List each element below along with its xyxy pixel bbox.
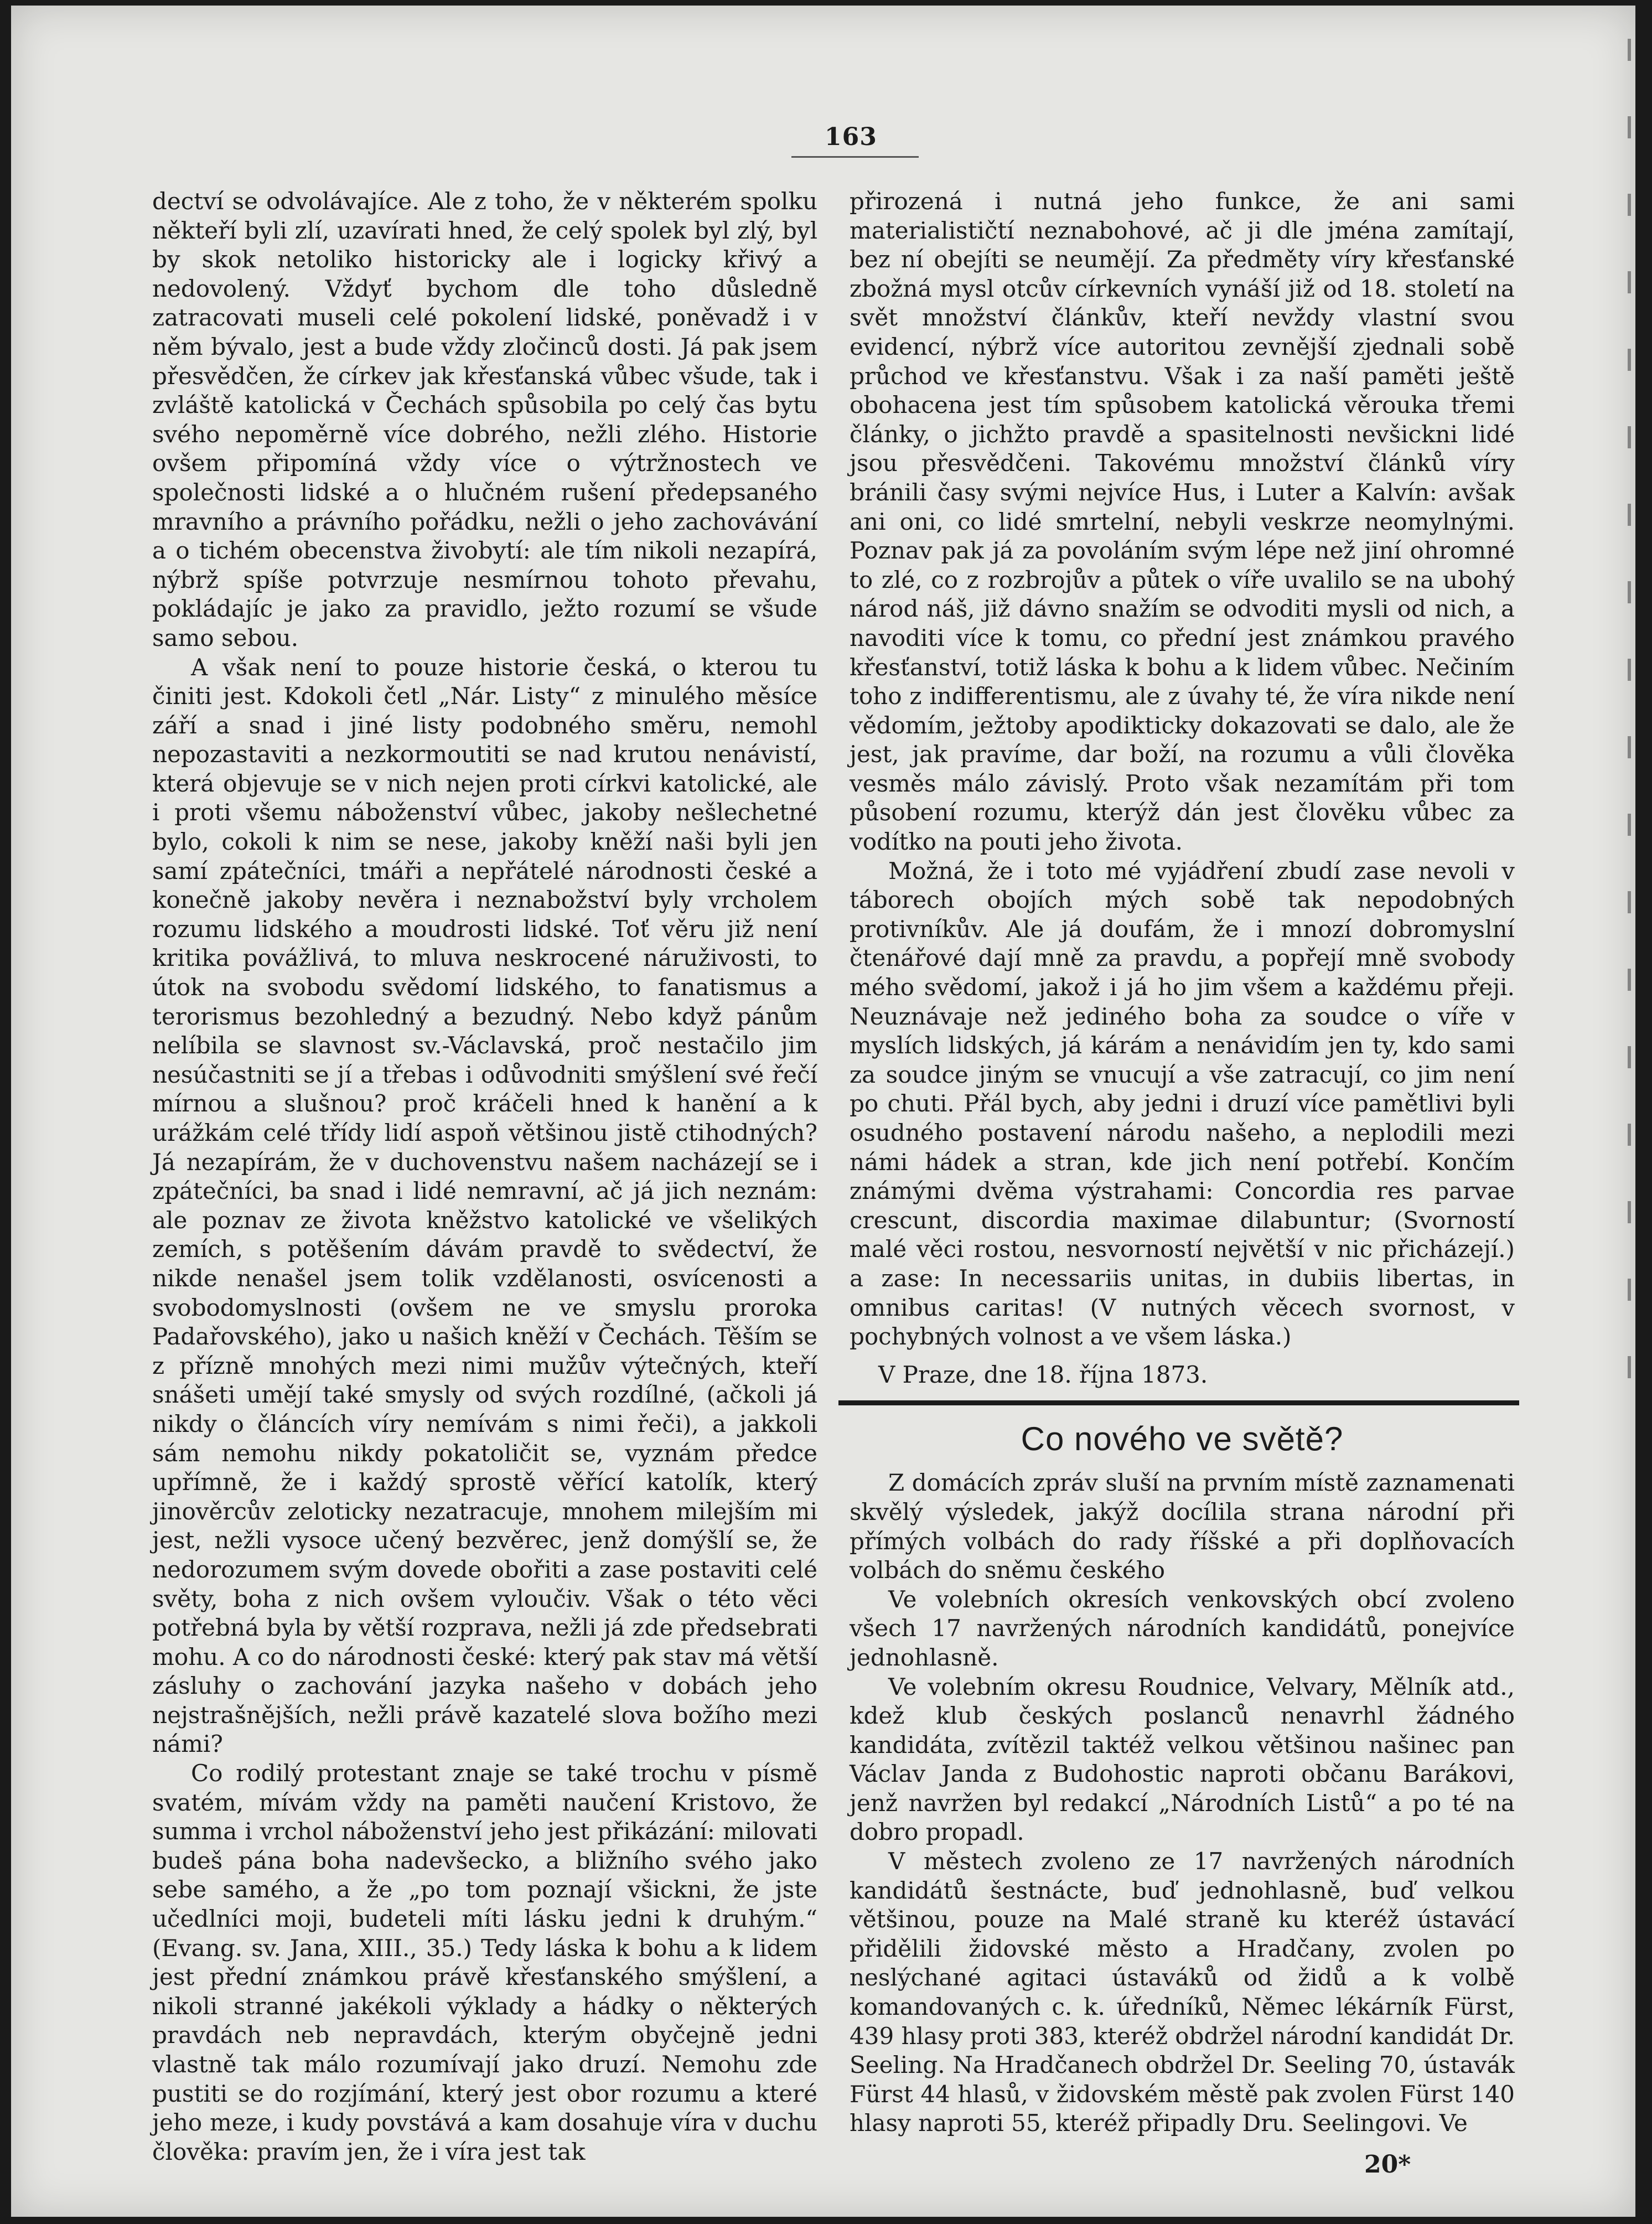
paragraph: Možná, že i toto mé vyjádření zbudí zase nevoli v táborech obojích mých sobě tak nepodobných protivníkův. Ale já doufám, že i mnozí dobromyslní čtenářové dají mně za pravdu, a popřejí mně svobody mého svědomí, jakož i já ho jim všem a každému přeji. Neuznávaje než jediného boha za soudce o víře v myslích lidských, já kárám a nenávidím jen ty, kdo sami za soudce jiným se vnucují a vše zatracují, co jim není po chuti. Přál bych, aby jedni i druzí více pamětlivi byli osudného postavení národu našeho, a neplodili mezi námi hádek a stran, kde jich není potřebí. Končím známými dvěma výstrahami: Concordia res parvae crescunt, discordia maximae dilabuntur; (Svorností malé věci rostou, nesvorností největší v nic přicházejí.) a zase: In necessariis unitas, in dubiis libertas, in omnibus caritas! (V nutných věcech svornost, v pochybných volnost a ve všem láska.) [850,857,1515,1351]
news-paragraph: V městech zvoleno ze 17 navržených národních kandidátů šestnácte, buď jednohlasně, buď velkou většinou, pouze na Malé straně ku kteréž ústavácí přidělili židovské město a Hradčany, zvolen po neslýchané agitaci ústaváků od židů a k volbě komandovaných c. k. úředníků, Němec lékárník Fürst, 439 hlasy proti 383, kteréž obdržel národní kandidát Dr. Seeling. Na Hradčanech obdržel Dr. Seeling 70, ústavák Fürst 44 hlasů, v židovském městě pak zvolen Fürst 140 hlasy naproti 55, kteréž připadly Dru. Seelingovi. Ve [850,1848,1515,2137]
signature-mark: 20* [1364,2150,1411,2179]
paragraph: A však není to pouze historie česká, o kterou tu činiti jest. Kdokoli četl „Nár. Listy“ z minulého měsíce září a snad i jiné listy podobného směru, nemohl nepozastaviti a nezkormoutiti se nad krutou nenávistí, která objevuje se v nich nejen proti církvi katolické, ale i proti všemu náboženství vůbec, jakoby nešlechetné bylo, cokoli k nim se nese, jakoby kněží naši byli jen samí zpátečníci, tmáři a nepřátelé národnosti české a konečně jakoby nevěra i neznabožství byly vrcholem rozumu lidského a moudrosti lidské. Toť věru již není kritika povážlivá, to mluva neskrocené náruživosti, to útok na svobodu svědomí lidského, to fanatismus a terorismus bezohledný a bezudný. Nebo když pánům nelíbila se slavnost sv.-Václavská, proč nestačilo jim nesúčastniti se jí a třebas i odůvodniti smýšlení své řečí mírnou a slušnou? proč kráčeli hned k hanění a k urážkám celé třídy lidí aspoň většinou jistě ctihodných? Já nezapírám, že v duchovenstvu našem nacházejí se i zpátečníci, ba snad i lidé nemravní, ač já jich neznám: ale poznav ze života kněžstvo katolické ve všelikých zemích, s potěšením dávám pravdě to svědectví, že nikde nenašel jsem tolik vzdělanosti, osvícenosti a svobodomyslnosti (ovšem ne ve smyslu proroka Padařovského), jako u našich kněží v Čechách. Těším se z přízně mnohých mezi nimi mužův výtečných, kteří snášeti umějí také smysly od svých rozdílné, (ačkoli já nikdy o článcích víry nemívám s nimi řeči), a jakkoli sám nemohu nikdy pokatoličit se, vyznám předce upřímně, že i každý sprostě věřící katolík, který jinověrcův zeloticky nezatracuje, mnohem milejším mi jest, nežli vysoce učený bezvěrec, jenž domýšlí se, že nedorozumem svým dovede obořiti a zase postaviti celé světy, boha z nich ovšem vyloučiv. Však o této věci potřebná byla by větší rozprava, nežli já zde předsebrati mohu. A co do národnosti české: který pak stav má větší zásluhy o zachování jazyka našeho v dobách jeho nejstrašnějších, nežli právě kazatelé slova božího mezi námi? [152,653,817,1758]
page-number: 163 [825,123,877,151]
scan-edge [1628,39,1631,1423]
paragraph: přirozená i nutná jeho funkce, že ani sami materialističtí neznabohové, ač ji dle jména zamítají, bez ní obejíti se neumějí. Za předměty víry křesťanské zbožná mysl otcův církevních vynáší již od 18. století na svět množství článkův, kteří nevždy vlastní svou evidencí, nýbrž více autoritou zevnější zjednali sobě průchod ve křesťanstvu. Však i za naší paměti ještě obohacena jest tím spůsobem katolická věrouka třemi články, o jichžto pravdě a spasitelnosti nevšickni lidé jsou přesvědčeni. Takovému množství článků víry bránili časy svými nejvíce Hus, i Luter a Kalvín: avšak ani oni, co lidé smrtelní, nebyli veskrze neomylnými. Poznav pak já za povoláním svým lépe než jiní ohromné to zlé, co z rozbrojův a půtek o víře uvalilo se na ubohý národ náš, již dávno snažím se odvoditi mysli od nich, a navoditi více k tomu, co přední jest známkou pravého křesťanství, totiž láska k bohu a k lidem vůbec. Nečiním toho z indifferentismu, ale z úvahy té, že víra nikde není vědomím, ježtoby apodikticky dokazovati se dalo, ale že jest, jak pravíme, dar boží, na rozumu a vůli člověka vesměs málo závislý. Proto však nezamítám při tom působení rozumu, kterýž dán jest člověku vůbec za vodítko na pouti jeho života. [850,188,1515,856]
news-paragraph: Z domácích zpráv sluší na prvním místě zaznamenati skvělý výsledek, jakýž docílila strana národní při přímých volbách do rady říšské a při doplňovacích volbách do sněmu českého [850,1469,1515,1584]
dateline: V Praze, dne 18. října 1873. [878,1361,1208,1388]
document-page [11,6,1635,2217]
paragraph: Co rodilý protestant znaje se také trochu v písmě svatém, mívám vždy na paměti naučení Kristovo, že summa i vrchol náboženství jeho jest přikázání: milovati budeš pána boha nadevšecko, a bližního svého jako sebe samého, a že „po tom poznají všickni, že jste učedlníci moji, budeteli míti lásku jedni k druhým.“ (Evang. sv. Jana, XIII., 35.) Tedy láska k bohu a k lidem jest přední známkou právě křesťanského smýšlení, a nikoli stranné jakékoli výklady a hádky o některých pravdách neb nepravdách, kterým obyčejně jedni vlastně tak málo rozumívají jako druzí. Nemohu zde pustiti se do rozjímání, který jest obor rozumu a které jeho meze, i kudy povstává a kam dosahuje víra v duchu člověka: pravím jen, že i víra jest tak [152,1760,817,2165]
page-number-rule [791,156,919,158]
section-divider [838,1400,1519,1405]
left-column [152,187,817,2166]
paragraph: dectví se odvolávajíce. Ale z toho, že v některém spolku někteří byli zlí, uzavírati hned, že celý spolek byl zlý, byl by skok netoliko historicky ale i logicky křivý a nedovolený. Vždyť bychom dle toho důsledně zatracovati museli celé pokolení lidské, poněvadž i v něm bývalo, jest a bude vždy zločinců dosti. Já pak jsem přesvědčen, že církev jak křesťanská vůbec všude, tak i zvláště katolická v Čechách spůsobila po celý čas bytu svého nepoměrně více dobrého, nežli zlého. Historie ovšem připomíná vždy více o výtržnostech ve společnosti lidské a o hlučném rušení předepsaného mravního a právního pořádku, nežli o jeho zachovávání a o tichém obecenstva živobytí: ale tím nikoli nezapírá, nýbrž spíše potvrzuje nesmírnou tohoto převahu, pokládajíc je jako za pravidlo, ježto rozumí se všude samo sebou. [152,188,817,651]
right-column [850,187,1515,2138]
news-paragraph: Ve volebních okresích venkovských obcí zvoleno všech 17 navržených národních kandidátů, ponejvíce jednohlasně. [850,1585,1515,1671]
news-paragraph: Ve volebním okresu Roudnice, Velvary, Mělník atd., kdež klub českých poslanců nenavrhl žádného kandidáta, zvítězil taktéž velkou většinou našinec pan Václav Janda z Budohostic naproti občanu Barákovi, jenž navržen byl redakcí „Národních Listů“ a po té na dobro propadl. [850,1673,1515,1846]
section-title: Co nového ve světě? [1021,1420,1344,1458]
